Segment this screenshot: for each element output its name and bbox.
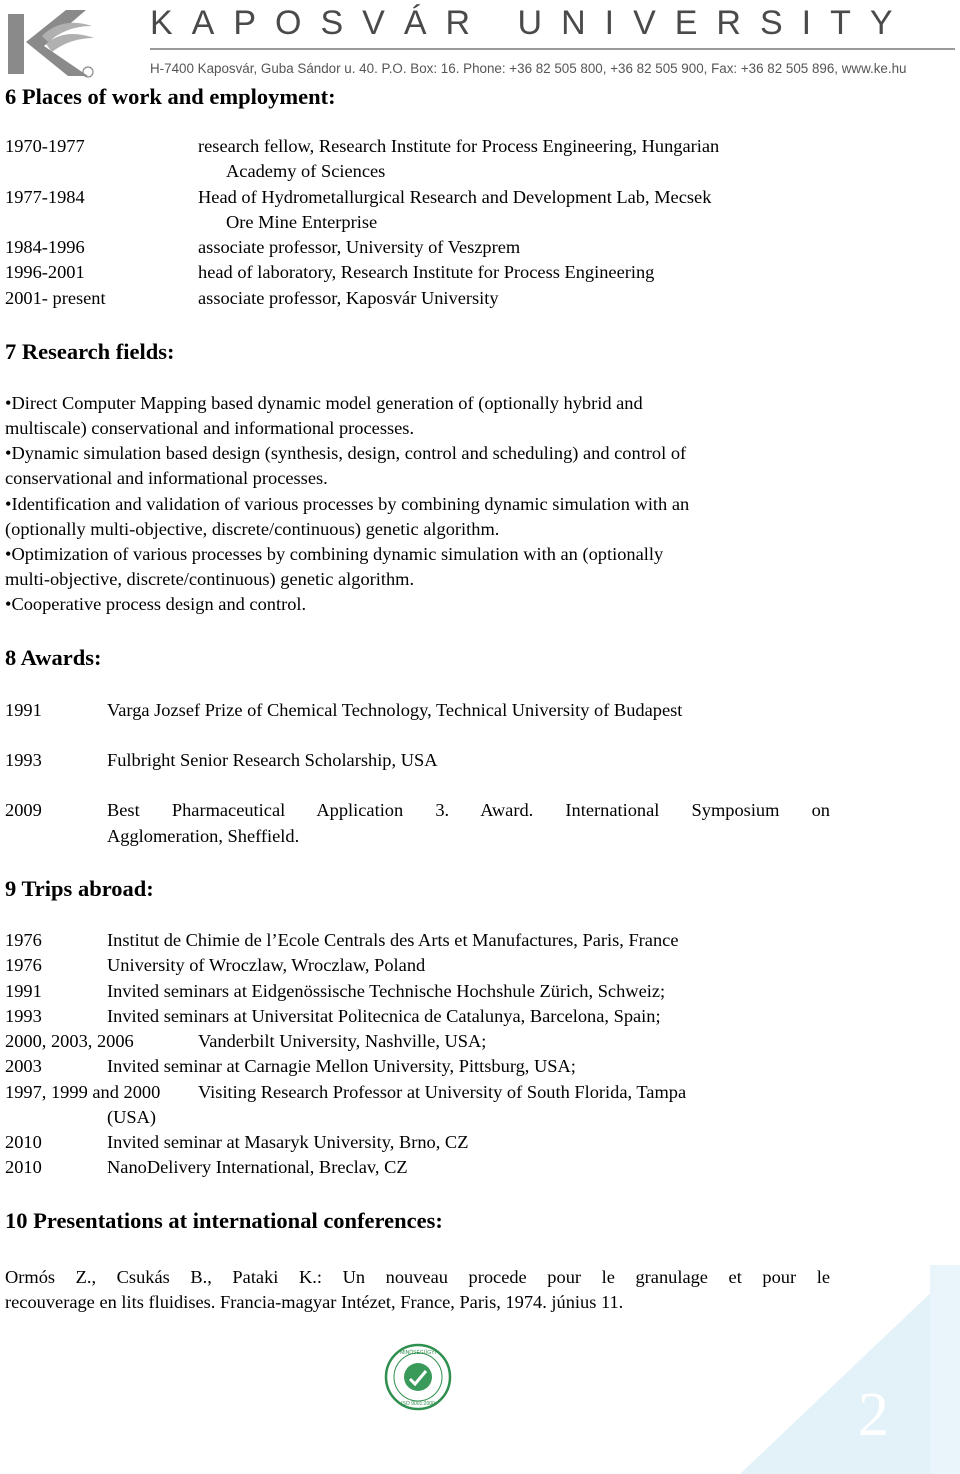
work-entry: associate professor, University of Veszprem [198,237,521,257]
university-logo [4,4,96,80]
award-year: 1991 [5,700,42,720]
work-years: 2001- present [5,288,106,308]
work-entry: associate professor, Kaposvár University [198,288,499,308]
trip-year: 2010 [5,1132,42,1152]
award-text: Fulbright Senior Research Scholarship, USA [107,750,438,770]
trip-text: NanoDelivery International, Breclav, CZ [107,1157,408,1177]
work-years: 1970-1977 [5,136,85,156]
university-address: H-7400 Kaposvár, Guba Sándor u. 40. P.O. Box: 16. Phone: +36 82 505 800, +36 82 505 900, Fax: +36 82 505 896, www.ke.hu [150,61,907,76]
section-8-title: 8 Awards: [5,645,102,670]
section-7-title: 7 Research fields: [5,339,175,364]
presentation-text: Ormós Z., Csukás B., Pataki K.: Un nouveau procede pour le granulage et pour le [5,1267,830,1287]
presentation-text-cont: recouverage en lits fluidises. Francia-magyar Intézet, France, Paris, 1974. június 11. [5,1292,624,1312]
trip-year: 1991 [5,981,42,1001]
trip-text: Invited seminar at Masaryk University, Brno, CZ [107,1132,469,1152]
award-year: 1993 [5,750,42,770]
award-text-cont: Agglomeration, Sheffield. [107,826,300,846]
trip-year: 1976 [5,955,42,975]
trip-year: 1976 [5,930,42,950]
work-entry: research fellow, Research Institute for Process Engineering, Hungarian [198,136,720,156]
trip-year: 1997, 1999 and 2000 [5,1082,161,1102]
section-6-title: 6 Places of work and employment: [5,84,336,109]
research-line: •Cooperative process design and control. [5,594,307,614]
trip-year: 2003 [5,1056,42,1076]
award-text: Best Pharmaceutical Application 3. Award. International Symposium on [107,800,830,820]
work-years: 1977-1984 [5,187,85,207]
research-line: conservational and informational processes. [5,468,328,488]
research-line: (optionally multi-objective, discrete/continuous) genetic algorithm. [5,519,500,539]
svg-text:MINŐSÉGÜGYI: MINŐSÉGÜGYI [400,1350,436,1356]
trip-text: Institut de Chimie de l’Ecole Centrals des Arts et Manufactures, Paris, France [107,930,679,950]
trip-text: Invited seminars at Universitat Politecnica de Catalunya, Barcelona, Spain; [107,1006,661,1026]
trip-year: 2000, 2003, 2006 [5,1031,134,1051]
work-entry-cont: Ore Mine Enterprise [226,212,378,232]
section-10-title: 10 Presentations at international conferences: [5,1208,443,1233]
header-divider [150,48,955,50]
trip-text: Invited seminar at Carnagie Mellon University, Pittsburg, USA; [107,1056,576,1076]
work-years: 1996-2001 [5,262,85,282]
research-line: •Optimization of various processes by combining dynamic simulation with an (optionally [5,544,664,564]
research-line: multi-objective, discrete/continuous) genetic algorithm. [5,569,415,589]
university-name: KAPOSVÁR UNIVERSITY [150,4,912,42]
trip-year: 2010 [5,1157,42,1177]
trip-text: University of Wroczlaw, Wroczlaw, Poland [107,955,426,975]
trip-text: Invited seminars at Eidgenössische Technische Hochshule Zürich, Schweiz; [107,981,666,1001]
section-9-title: 9 Trips abroad: [5,876,154,901]
award-year: 2009 [5,800,42,820]
research-line: •Direct Computer Mapping based dynamic model generation of (optionally hybrid and [5,393,643,413]
work-years: 1984-1996 [5,237,85,257]
research-line: •Identification and validation of various processes by combining dynamic simulation with an [5,494,690,514]
research-line: multiscale) conservational and informational processes. [5,418,415,438]
trip-year: 1993 [5,1006,42,1026]
trip-text-cont: (USA) [107,1107,157,1127]
iso-certification-seal [384,1343,452,1411]
trip-text: Visiting Research Professor at University of South Florida, Tampa [198,1082,687,1102]
page-number: 2 [858,1381,889,1449]
svg-text:ISO 9001:2000: ISO 9001:2000 [401,1401,435,1407]
research-line: •Dynamic simulation based design (synthesis, design, control and scheduling) and control of [5,443,687,463]
corner-watermark [740,1265,960,1474]
award-text: Varga Jozsef Prize of Chemical Technology, Technical University of Budapest [107,700,683,720]
work-entry: Head of Hydrometallurgical Research and Development Lab, Mecsek [198,187,712,207]
trip-text: Vanderbilt University, Nashville, USA; [198,1031,487,1051]
work-entry-cont: Academy of Sciences [226,161,386,181]
work-entry: head of laboratory, Research Institute for Process Engineering [198,262,655,282]
